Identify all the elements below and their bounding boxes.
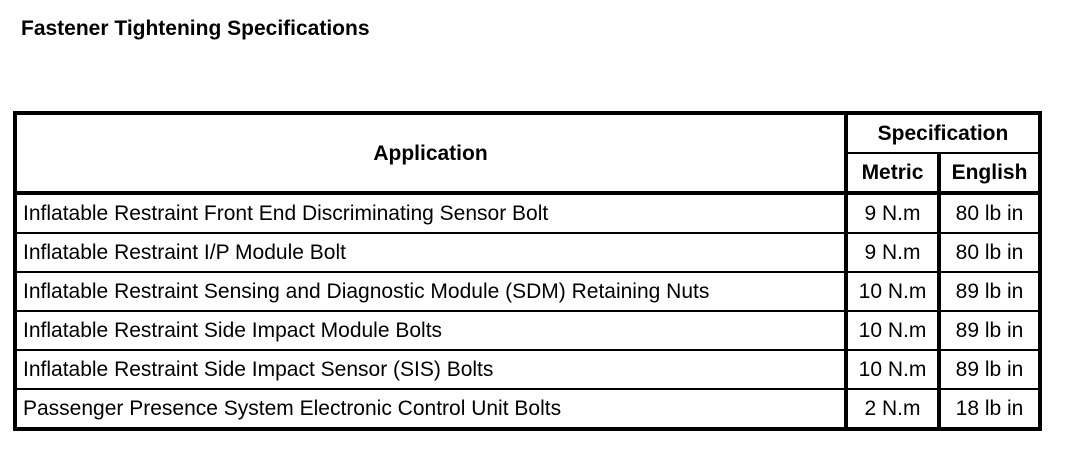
cell-english: 89 lb in <box>939 350 1040 389</box>
table-row <box>15 350 1040 389</box>
cell-application: Inflatable Restraint Side Impact Sensor (SIS) Bolts <box>15 350 846 389</box>
table-body <box>15 193 1040 429</box>
fastener-spec-table <box>13 111 1042 431</box>
cell-metric: 10 N.m <box>846 311 939 350</box>
cell-english: 18 lb in <box>939 389 1040 429</box>
page-title: Fastener Tightening Specifications <box>21 17 370 40</box>
cell-application: Inflatable Restraint Sensing and Diagnostic Module (SDM) Retaining Nuts <box>15 272 846 311</box>
table-row <box>15 233 1040 272</box>
cell-english: 89 lb in <box>939 311 1040 350</box>
table-row <box>15 272 1040 311</box>
table-row <box>15 389 1040 429</box>
header-application: Application <box>15 113 846 193</box>
cell-application: Passenger Presence System Electronic Control Unit Bolts <box>15 389 846 429</box>
cell-english: 89 lb in <box>939 272 1040 311</box>
cell-application: Inflatable Restraint I/P Module Bolt <box>15 233 846 272</box>
cell-metric: 10 N.m <box>846 272 939 311</box>
cell-application: Inflatable Restraint Side Impact Module Bolts <box>15 311 846 350</box>
cell-english: 80 lb in <box>939 233 1040 272</box>
cell-metric: 9 N.m <box>846 233 939 272</box>
header-specification: Specification <box>846 113 1040 153</box>
table-header <box>15 113 1040 193</box>
cell-english: 80 lb in <box>939 193 1040 233</box>
header-english: English <box>939 153 1040 193</box>
cell-metric: 10 N.m <box>846 350 939 389</box>
cell-metric: 9 N.m <box>846 193 939 233</box>
header-row-top <box>15 113 1040 153</box>
cell-metric: 2 N.m <box>846 389 939 429</box>
header-metric: Metric <box>846 153 939 193</box>
table-row <box>15 311 1040 350</box>
table-row <box>15 193 1040 233</box>
cell-application: Inflatable Restraint Front End Discriminating Sensor Bolt <box>15 193 846 233</box>
